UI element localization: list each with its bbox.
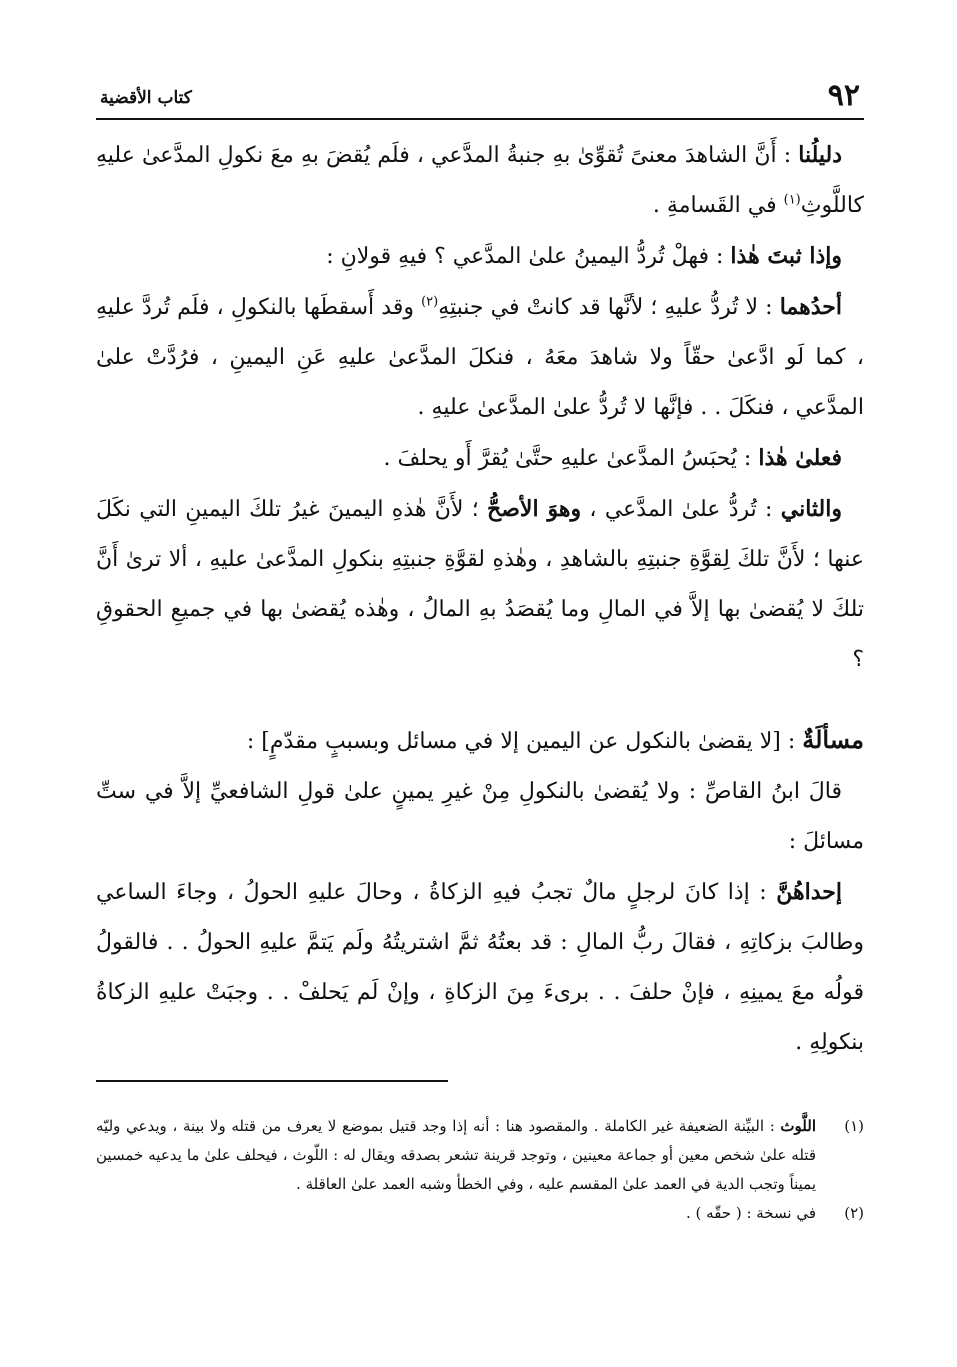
issue-label: مسألَةٌ xyxy=(802,725,864,754)
footnote xyxy=(96,1112,864,1199)
paragraph-text: : لا تُردُّ عليهِ ؛ لأنَّها قد كانتْ في جنبتِهِ xyxy=(438,295,780,320)
section-gap xyxy=(96,685,864,715)
paragraph-lead: إحداهُنَّ xyxy=(776,879,842,905)
footnotes xyxy=(96,1112,864,1228)
paragraph xyxy=(96,130,864,231)
page-header xyxy=(96,72,864,120)
paragraph-tail: ؛ لأَنَّ هٰذهِ اليمينَ غيرُ تلكَ اليمينِ التي نكَلَ عنها ؛ لأَنَّ تلكَ لِقوَّةِ جنبتِهِ بالشاهدِ ، وهٰذهِ لقوَّةِ جنبتِهِ بنكولِ المدَّعىٰ عليهِ ، ألا ترىٰ أَنَّ تلكَ لا يُقضىٰ بها إلاَّ في المالِ وما يُقصَدُ بهِ المالُ ، وهٰذه يُقضىٰ بها في جميعِ الحقوقِ ؟ xyxy=(96,497,864,672)
footnote-divider xyxy=(96,1080,448,1082)
footnote-ref: (١) xyxy=(783,192,801,208)
paragraph-text: : فهلْ تُردُّ اليمينُ علىٰ المدَّعي ؟ فيهِ قولانِ : xyxy=(326,244,731,269)
paragraph-emphasis: وهوَ الأصحُّ xyxy=(487,496,582,522)
footnote-lead: اللَّوث xyxy=(780,1117,816,1135)
footnote-text xyxy=(96,1199,816,1228)
paragraph-lead: دليلُنا xyxy=(798,142,842,168)
paragraph xyxy=(96,433,864,484)
paragraph-lead: وإذا ثبتَ هٰذا xyxy=(730,243,842,269)
paragraph-lead: فعلىٰ هٰذا xyxy=(758,445,842,471)
paragraph-tail: وقد أَسقطَها بالنكولِ ، فلَم تُردَّ عليهِ ، كما لَو ادَّعىٰ حقّاً ولا شاهدَ معَهُ ، فنكلَ المدَّعىٰ عليهِ عَنِ اليمينِ ، فرُدَّتْ علىٰ المدَّعي ، فنكَلَ . . فإنَّها لا تُردُّ علىٰ المدَّعىٰ عليهِ . xyxy=(96,295,864,420)
footnote-ref: (٢) xyxy=(421,294,439,310)
footnote xyxy=(96,1199,864,1228)
page-number: ٩٢ xyxy=(827,78,860,113)
book-page xyxy=(96,0,864,1367)
footnote-number: (٢) xyxy=(844,1204,864,1222)
paragraph-tail: في القَسامةِ . xyxy=(652,193,784,218)
issue-title: : [لا يقضىٰ بالنكول عن اليمين إلا في مسائل وبسببٍ مقدّمٍ] : xyxy=(246,729,803,754)
footnote-body: في نسخة : ( حقّه ) . xyxy=(686,1204,816,1222)
paragraph-lead: والثاني xyxy=(780,496,842,522)
main-text xyxy=(96,130,864,1068)
paragraph-text: : يُحبَسُ المدَّعىٰ عليهِ حتَّىٰ يُقرَّ أَو يحلفَ . xyxy=(383,446,759,471)
paragraph-text: : إذا كانَ لرجلٍ مالٌ تجبُ فيهِ الزكاةُ ، وحالَ عليهِ الحولُ ، وجاءَ الساعي وطالبَ بزكاتِهِ ، فقالَ ربُّ المالِ : قد بعتُهُ ثمَّ اشتريتُهُ ولَم يَتمَّ عليهِ الحولُ . . فالقولُ قولُه معَ يمينِهِ ، فإنْ حلفَ . . برىءَ مِنَ الزكاةِ ، وإنْ لَم يَحلفْ . . وجبَتْ عليهِ الزكاةُ بنكولِهِ . xyxy=(96,880,864,1055)
paragraph xyxy=(96,484,864,685)
footnote-body: : البيِّنة الضعيفة غير الكاملة . والمقصود هنا : أنه إذا وجد قتيل بموضع لا يعرف من قتله ولا بينة ، ويدعي وليّه قتله علىٰ شخص معين أو جماعة معينين ، وتوجد قرينة تشعر بصدقه ويقال له : اللّوث ، فيحلف علىٰ ما يدعيه خمسين يميناً وتجب الدية في العمد علىٰ المقسم عليه ، وفي الخطأ وشبه العمد علىٰ العاقلة . xyxy=(96,1117,816,1193)
running-title: كتاب الأقضية xyxy=(100,88,192,108)
paragraph-text: : أَنَّ الشاهدَ معنىً تُقوِّىٰ بهِ جنبةُ المدَّعي ، فلَم يُقضَ بهِ معَ نكولِ المدَّعىٰ عليهِ كاللَّوثِ xyxy=(96,143,864,218)
paragraph xyxy=(96,282,864,433)
paragraph-text: : تُردُّ علىٰ المدَّعي ، xyxy=(581,497,781,522)
paragraph-lead: أحدُهما xyxy=(779,294,842,320)
paragraph xyxy=(96,231,864,282)
footnote-text xyxy=(96,1112,816,1199)
paragraph xyxy=(96,767,864,867)
issue-heading xyxy=(96,715,864,767)
paragraph xyxy=(96,867,864,1068)
paragraph-text: قالَ ابنُ القاصِّ : ولا يُقضىٰ بالنكولِ مِنْ غيرِ يمينٍ علىٰ قولِ الشافعيِّ إلاَّ في ستِّ مسائلَ : xyxy=(96,779,864,854)
footnote-number: (١) xyxy=(844,1117,864,1135)
